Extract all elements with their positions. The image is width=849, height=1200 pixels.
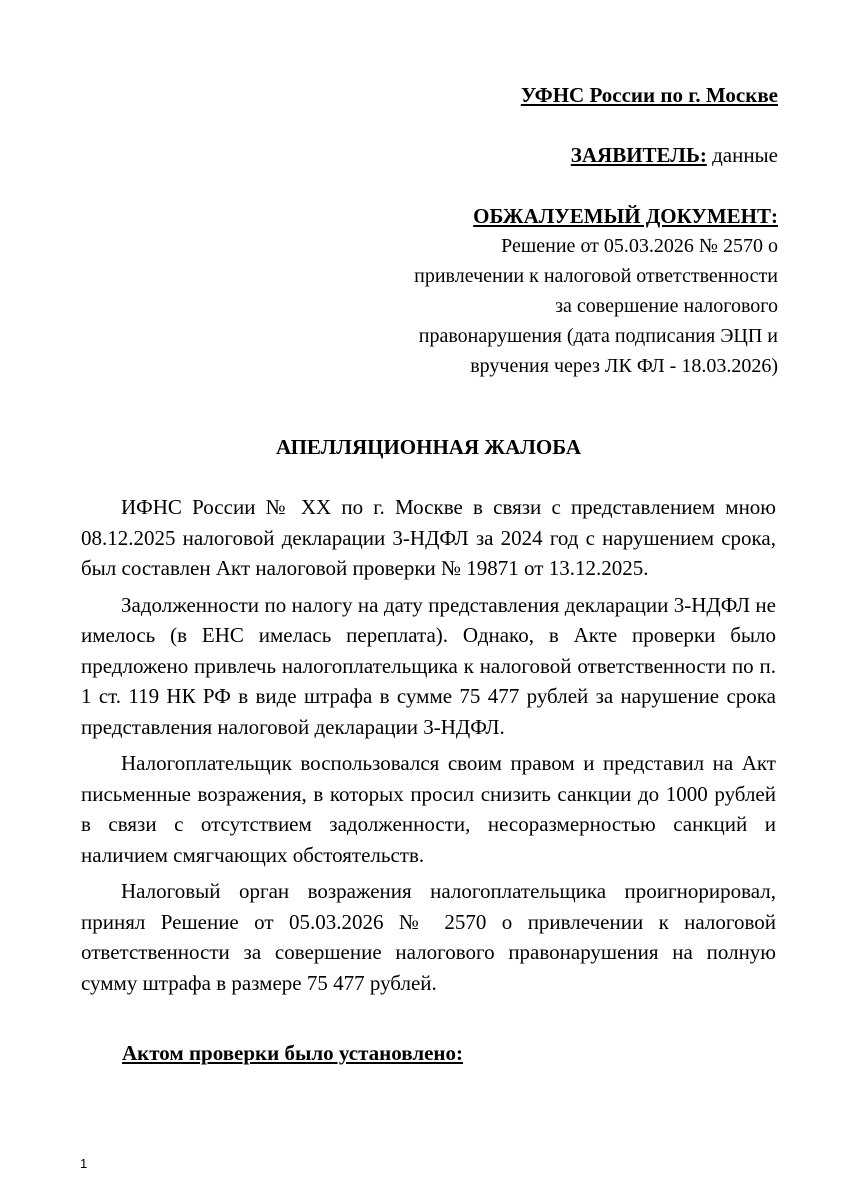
recipient-line: УФНС России по г. Москве: [520, 83, 778, 107]
body-paragraph: Налоговый орган возражения налогоплательщика проигнорировал, принял Решение от 05.03.2026 № 2570 о привлечении к налоговой ответственности за совершение налогового правонарушения на полную сумму штрафа в размере 75 477 рублей.: [81, 879, 776, 995]
section-heading: Актом проверки было установлено:: [122, 1041, 464, 1065]
appealed-document-line: вручения через ЛК ФЛ - 18.03.2026): [470, 355, 778, 377]
body-paragraph: Налогоплательщик воспользовался своим правом и представил на Акт письменные возражения, в которых просил снизить санкции до 1000 рублей в связи с отсутствием задолженности, несоразмерностью санкций и наличием смягчающих обстоятельств.: [81, 751, 776, 867]
body-paragraph: ИФНС России № ХХ по г. Москве в связи с представлением мною 08.12.2025 налоговой декларации 3-НДФЛ за 2024 год с нарушением срока, был составлен Акт налоговой проверки № 19871 от 13.12.2025.: [81, 495, 776, 580]
page-number: 1: [80, 1156, 88, 1171]
document-title: АПЕЛЛЯЦИОННАЯ ЖАЛОБА: [275, 435, 582, 459]
applicant-line: [571, 141, 778, 170]
appealed-document-line: привлечении к налоговой ответственности: [414, 265, 778, 287]
appealed-document-line: правонарушения (дата подписания ЭЦП и: [418, 325, 778, 347]
appealed-document-label: ОБЖАЛУЕМЫЙ ДОКУМЕНТ:: [473, 204, 778, 228]
applicant-value: данные: [706, 143, 778, 167]
applicant-label: ЗАЯВИТЕЛЬ:: [570, 143, 707, 167]
appealed-document-line: Решение от 05.03.2026 № 2570 о: [501, 235, 778, 257]
appealed-document-line: за совершение налогового: [555, 295, 778, 317]
document-body: [81, 492, 776, 1004]
appealed-document-block: [414, 201, 778, 381]
body-paragraph: Задолженности по налогу на дату представления декларации 3-НДФЛ не имелось (в ЕНС имелась переплата). Однако, в Акте проверки было предложено привлечь налогоплательщика к налоговой ответственности по п. 1 ст. 119 НК РФ в виде штрафа в сумме 75 477 рублей за нарушение срока представления налоговой декларации 3-НДФЛ.: [81, 592, 776, 739]
